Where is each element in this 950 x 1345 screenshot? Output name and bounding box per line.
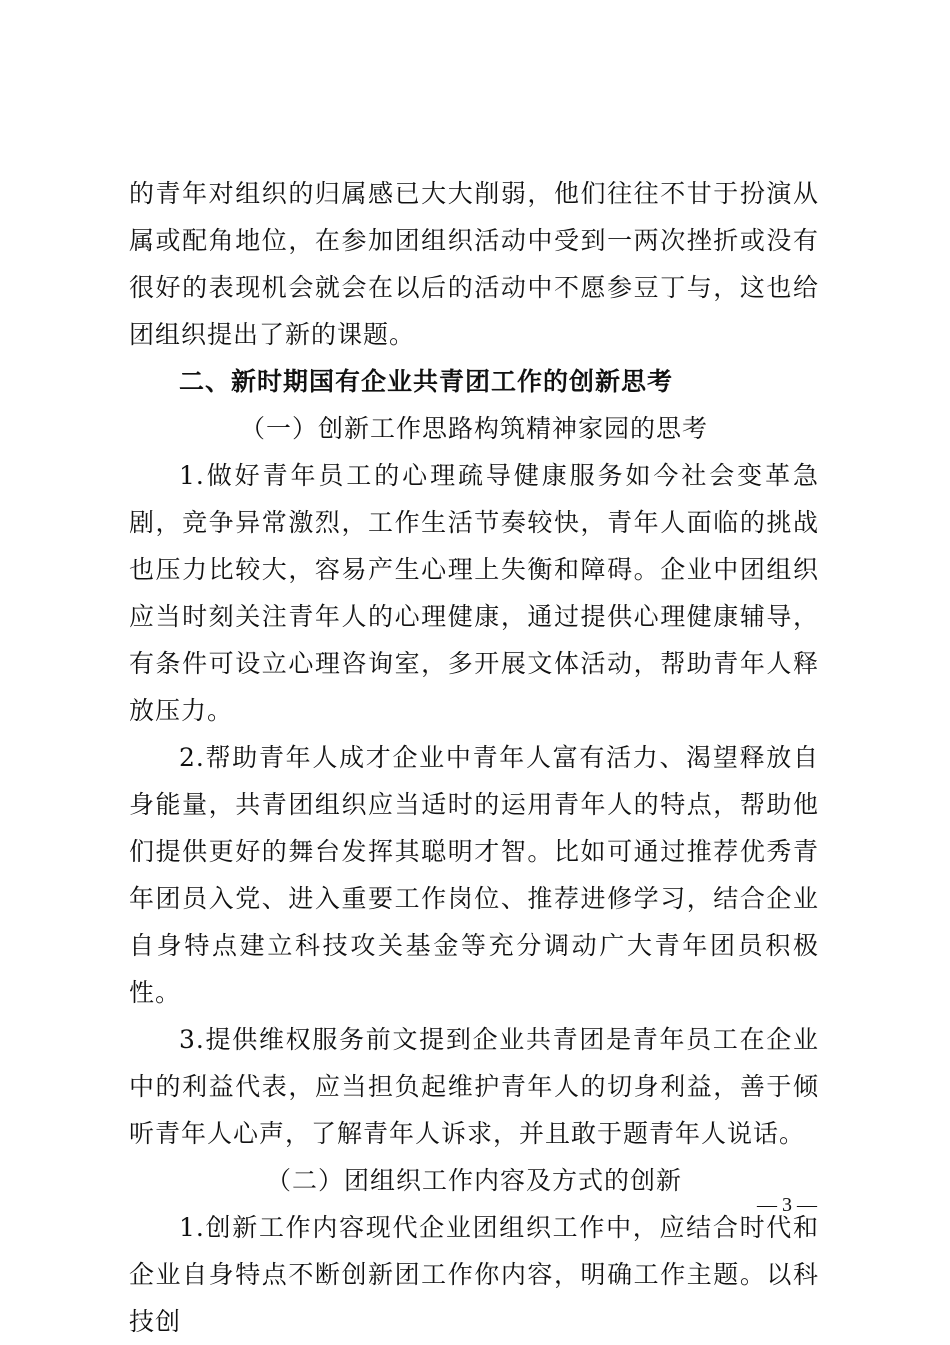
paragraph-item-4: 1.创新工作内容现代企业团组织工作中，应结合时代和企业自身特点不断创新团工作你内容，明确工作主题。以科技创 <box>129 1213 819 1336</box>
subsection-heading-2: （二）团组织工作内容及方式的创新 <box>265 1166 682 1195</box>
section-heading-2: 二、新时期国有企业共青团工作的创新思考 <box>179 367 674 396</box>
paragraph-item-1: 1.做好青年员工的心理疏导健康服务如今社会变革急剧，竞争异常激烈，工作生活节奏较快，青年人面临的挑战也压力比较大，容易产生心理上失衡和障碍。企业中团组织应当时刻关注青年人的心理健康，通过提供心理健康辅导，有条件可设立心理咨询室，多开展文体活动，帮助青年人释放压力。 <box>129 461 819 725</box>
paragraph-item-3: 3.提供维权服务前文提到企业共青团是青年员工在企业中的利益代表，应当担负起维护青年人的切身利益，善于倾听青年人心声，了解青年人诉求，并且敢于题青年人说话。 <box>129 1025 819 1148</box>
page-body <box>129 170 819 1345</box>
page-number: — 3 — <box>757 1194 817 1216</box>
subsection-heading-1: （一）创新工作思路构筑精神家园的思考 <box>239 414 708 443</box>
paragraph-continuation: 的青年对组织的归属感已大大削弱，他们往往不甘于扮演从属或配角地位，在参加团组织活动中受到一两次挫折或没有很好的表现机会就会在以后的活动中不愿参豆丁与，这也给团组织提出了新的课题。 <box>129 179 819 349</box>
paragraph-item-2: 2.帮助青年人成才企业中青年人富有活力、渴望释放自身能量，共青团组织应当适时的运用青年人的特点，帮助他们提供更好的舞台发挥其聪明才智。比如可通过推荐优秀青年团员入党、进入重要工作岗位、推荐进修学习，结合企业自身特点建立科技攻关基金等充分调动广大青年团员积极性。 <box>129 743 819 1007</box>
